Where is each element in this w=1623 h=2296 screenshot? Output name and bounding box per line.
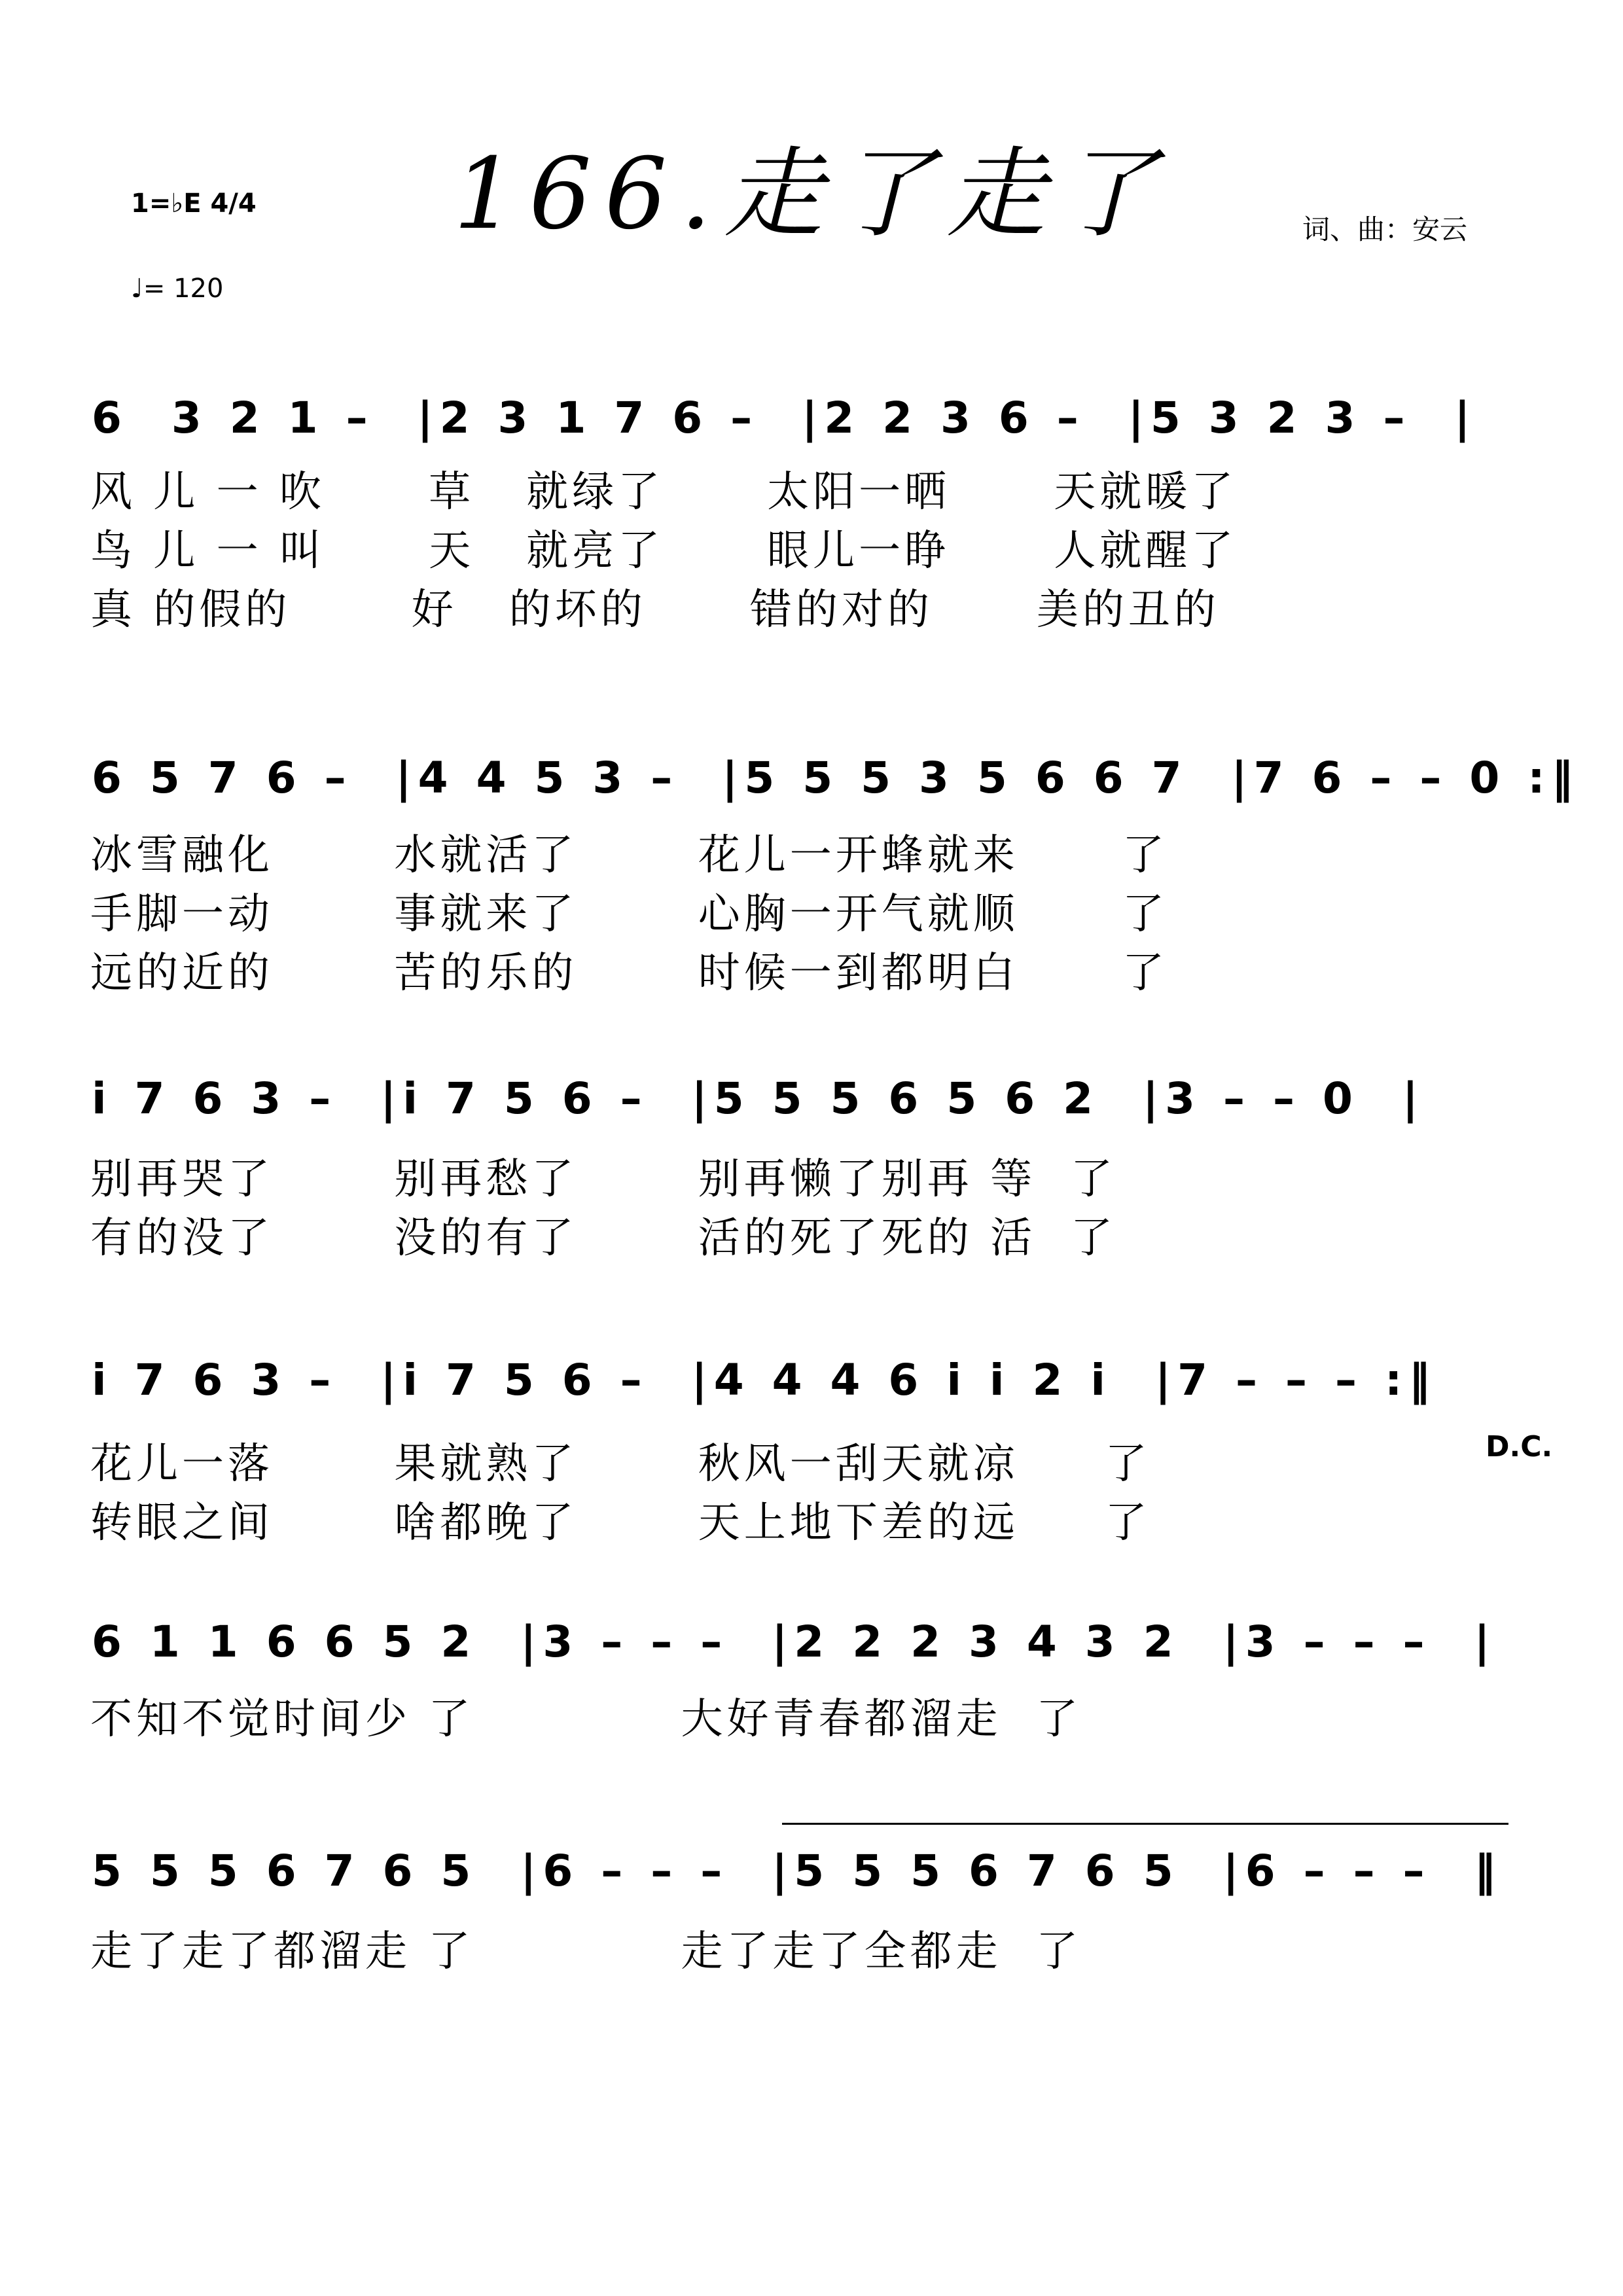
key-signature: 1=♭E 4/4 [131,188,257,219]
notation-row-1: 6 3 2 1 – |2 3 1 7 6 – |2 2 3 6 – |5 3 2 3 – | [92,393,1477,443]
tempo-marking: ♩= 120 [131,274,224,304]
song-title: 166.走了走了 [454,137,1169,251]
lyric-row-3-verse-1: 别再哭了 别再愁了 别再懒了别再 等 了 [90,1155,1116,1204]
credits: 词、曲：安云 [1302,213,1468,245]
lyric-row-6: 走了走了都溜走 了 走了走了全都走 了 [90,1928,1082,1976]
lyric-row-2-verse-2: 手脚一动 事就来了 心胸一开气就顺 了 [90,890,1168,939]
lyric-row-1-verse-2: 鸟 儿 一 叫 天 就亮了 眼儿一睁 人就醒了 [90,527,1238,575]
lyric-row-1-verse-1: 风 儿 一 吹 草 就绿了 太阳一晒 天就暖了 [90,468,1238,516]
dc-marking: D.C. [1486,1430,1553,1463]
notation-row-3: i 7 6 3 – |i 7 5 6 – |5 5 5 6 5 6 2 |3 – – 0 | [92,1073,1425,1124]
lyric-row-2-verse-1: 冰雪融化 水就活了 花儿一开蜂就来 了 [90,831,1168,880]
lyric-row-2-verse-3: 远的近的 苦的乐的 时候一到都明白 了 [90,949,1168,997]
slur-line [782,1823,1508,1825]
lyric-row-4-verse-1: 花儿一落 果就熟了 秋风一刮天就凉 了 [90,1440,1151,1488]
notation-row-6: 5 5 5 6 7 6 5 |6 – – – |5 5 5 6 7 6 5 |6 – – – ‖ [92,1846,1503,1896]
lyric-row-3-verse-2: 有的没了 没的有了 活的死了死的 活 了 [90,1214,1116,1263]
lyric-row-4-verse-2: 转眼之间 啥都晚了 天上地下差的远 了 [90,1499,1151,1547]
lyric-row-1-verse-3: 真 的假的 好 的坏的 错的对的 美的丑的 [90,586,1220,634]
notation-row-5: 6 1 1 6 6 5 2 |3 – – – |2 2 2 3 4 3 2 |3 – – – | [92,1617,1497,1667]
lyric-row-5: 不知不觉时间少 了 大好青春都溜走 了 [90,1695,1082,1744]
notation-row-4: i 7 6 3 – |i 7 5 6 – |4 4 4 6 i i 2 i |7 – – – :‖ [92,1355,1437,1405]
notation-row-2: 6 5 7 6 – |4 4 5 3 – |5 5 5 3 5 6 6 7 |7 6 – – 0 :‖ [92,753,1580,803]
